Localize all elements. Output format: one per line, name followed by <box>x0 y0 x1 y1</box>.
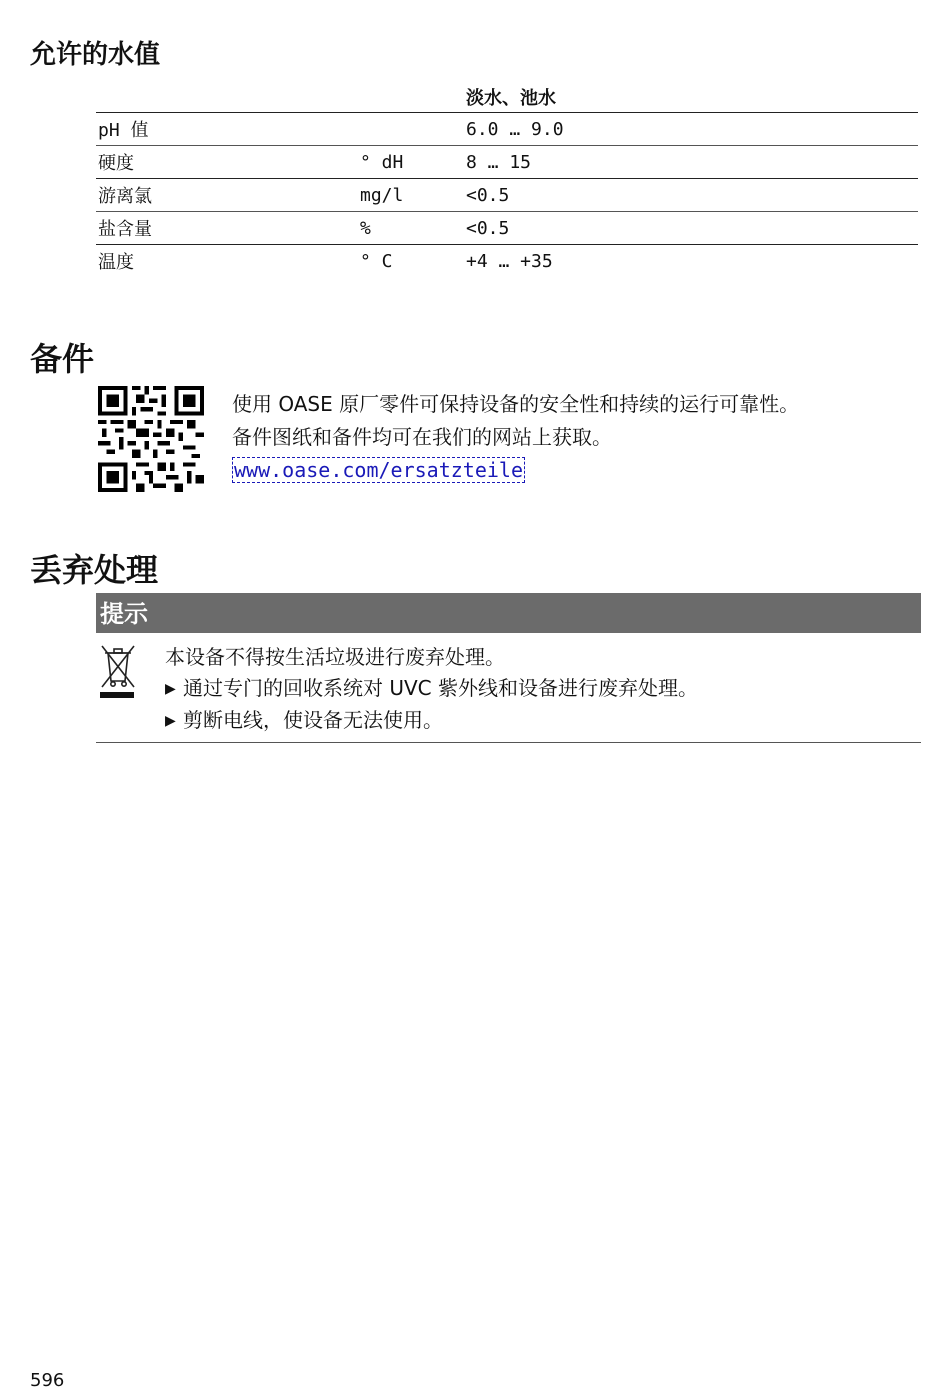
unit-cell: mg/l <box>358 179 464 212</box>
unit-cell: ° dH <box>358 146 464 179</box>
value-cell: <0.5 <box>464 212 918 245</box>
spare-parts-line-2: 备件图纸和备件均可在我们的网站上获取。 <box>232 425 612 449</box>
param-cell: pH 值 <box>96 113 358 146</box>
disposal-statement: 本设备不得按生活垃圾进行废弃处理。 <box>165 645 505 669</box>
qr-code-icon <box>98 386 204 492</box>
value-cell: 6.0 … 9.0 <box>464 113 918 146</box>
value-cell: +4 … +35 <box>466 250 553 272</box>
table-header-row <box>96 82 918 113</box>
crossed-bin-icon <box>98 641 138 699</box>
param-cell: 硬度 <box>96 146 358 179</box>
note-header: 提示 <box>96 593 921 633</box>
table-row <box>96 146 918 179</box>
table-row <box>96 212 918 245</box>
column-header-freshwater: 淡水、池水 <box>464 82 918 113</box>
value-cell: <0.5 <box>464 179 918 212</box>
disposal-instructions <box>165 642 698 737</box>
note-bottom-rule <box>96 742 921 743</box>
section-title-water-values: 允许的水值 <box>30 40 161 70</box>
param-cell: 游离氯 <box>96 179 358 212</box>
spare-parts-text <box>232 388 799 487</box>
page-number: 596 <box>30 1370 65 1391</box>
spare-parts-link[interactable]: www.oase.com/ersatzteile <box>234 458 523 482</box>
water-values-table <box>96 82 918 277</box>
unit-cell: % <box>358 212 464 245</box>
value-cell: 8 … 15 <box>464 146 918 179</box>
param-cell: 盐含量 <box>96 212 358 245</box>
list-item: ▶ 通过专门的回收系统对 UVC 紫外线和设备进行废弃处理。 <box>165 673 698 705</box>
arrow-right-icon: ▶ <box>165 713 176 729</box>
section-title-disposal: 丢弃处理 <box>30 551 159 589</box>
unit-cell: ° C <box>360 250 393 272</box>
param-cell: 温度 <box>98 252 134 273</box>
arrow-right-icon: ▶ <box>165 681 176 697</box>
list-item: ▶ 剪断电线，使设备无法使用。 <box>165 705 698 737</box>
unit-cell <box>358 113 464 146</box>
table-row <box>96 113 918 146</box>
table-row <box>96 179 918 212</box>
spare-parts-line-1: 使用 OASE 原厂零件可保持设备的安全性和持续的运行可靠性。 <box>232 392 800 416</box>
section-title-spare-parts: 备件 <box>30 340 95 378</box>
table-row <box>96 245 918 278</box>
